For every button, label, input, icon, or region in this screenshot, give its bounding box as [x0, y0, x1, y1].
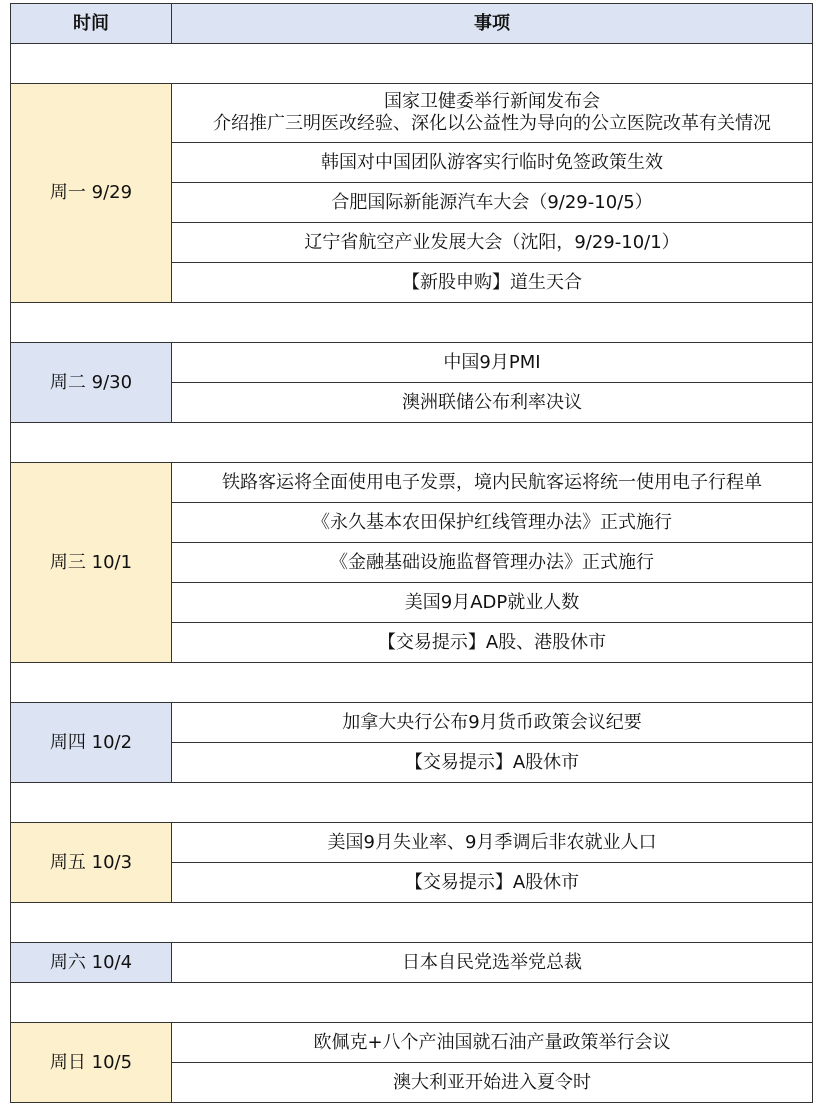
event-text: 中国9月PMI [443, 351, 541, 373]
event-cell [172, 703, 813, 743]
event-cell [172, 743, 813, 783]
event-text: 【交易提示】A股、港股休市 [377, 631, 607, 653]
spacer-row [11, 783, 813, 823]
event-text: 澳大利亚开始进入夏令时 [393, 1071, 591, 1093]
event-cell [172, 1023, 813, 1063]
event-text: 澳洲联储公布利率决议 [402, 391, 582, 413]
event-cell [172, 343, 813, 383]
spacer-cell [11, 663, 813, 703]
spacer-cell [11, 783, 813, 823]
event-cell [172, 463, 813, 503]
event-text: 美国9月失业率、9月季调后非农就业人口 [327, 831, 657, 853]
event-cell [172, 583, 813, 623]
spacer-cell [11, 303, 813, 343]
table-row [11, 1023, 813, 1063]
table-row [11, 703, 813, 743]
spacer-row [11, 423, 813, 463]
spacer-row [11, 303, 813, 343]
event-text: 日本自民党选举党总裁 [402, 951, 582, 973]
spacer-row [11, 983, 813, 1023]
spacer-cell [11, 983, 813, 1023]
day-cell: 周六 10/4 [11, 943, 172, 983]
event-text: 铁路客运将全面使用电子发票，境内民航客运将统一使用电子行程单 [222, 471, 762, 493]
spacer-row [11, 44, 813, 84]
event-text: 加拿大央行公布9月货币政策会议纪要 [342, 711, 642, 733]
event-text: 韩国对中国团队游客实行临时免签政策生效 [321, 151, 663, 173]
header-time: 时间 [11, 4, 172, 44]
schedule-table [10, 3, 813, 1103]
event-cell [172, 263, 813, 303]
day-cell: 周五 10/3 [11, 823, 172, 903]
event-cell [172, 543, 813, 583]
table-row [11, 84, 813, 143]
spacer-cell [11, 903, 813, 943]
event-cell [172, 623, 813, 663]
event-cell [172, 84, 813, 143]
day-cell: 周一 9/29 [11, 84, 172, 303]
event-cell [172, 383, 813, 423]
event-text: 【交易提示】A股休市 [404, 871, 580, 893]
table-row [11, 463, 813, 503]
event-text: 国家卫健委举行新闻发布会 [384, 91, 600, 112]
day-cell: 周二 9/30 [11, 343, 172, 423]
event-cell [172, 1063, 813, 1103]
event-text: 《永久基本农田保护红线管理办法》正式施行 [312, 511, 672, 533]
table-row [11, 343, 813, 383]
event-cell [172, 503, 813, 543]
event-text: 《金融基础设施监督管理办法》正式施行 [330, 551, 654, 573]
day-cell: 周三 10/1 [11, 463, 172, 663]
spacer-row [11, 903, 813, 943]
table-row [11, 943, 813, 983]
event-text: 介绍推广三明医改经验、深化以公益性为导向的公立医院改革有关情况 [213, 113, 771, 134]
spacer-cell [11, 44, 813, 84]
event-text: 欧佩克+八个产油国就石油产量政策举行会议 [313, 1031, 671, 1053]
schedule-body [11, 44, 813, 1103]
event-cell [172, 143, 813, 183]
day-cell: 周日 10/5 [11, 1023, 172, 1103]
event-text: 【新股申购】道生天合 [402, 271, 582, 293]
table-row [11, 823, 813, 863]
event-cell [172, 863, 813, 903]
spacer-cell [11, 423, 813, 463]
header-item: 事项 [172, 4, 813, 44]
spacer-row [11, 663, 813, 703]
event-cell [172, 223, 813, 263]
header-row [11, 4, 813, 44]
event-text: 美国9月ADP就业人数 [404, 591, 580, 613]
event-text: 辽宁省航空产业发展大会（沈阳，9/29-10/1） [304, 231, 680, 253]
day-cell: 周四 10/2 [11, 703, 172, 783]
event-text: 【交易提示】A股休市 [404, 751, 580, 773]
event-text: 合肥国际新能源汽车大会（9/29-10/5） [331, 191, 653, 213]
event-cell [172, 943, 813, 983]
event-cell [172, 823, 813, 863]
event-cell [172, 183, 813, 223]
